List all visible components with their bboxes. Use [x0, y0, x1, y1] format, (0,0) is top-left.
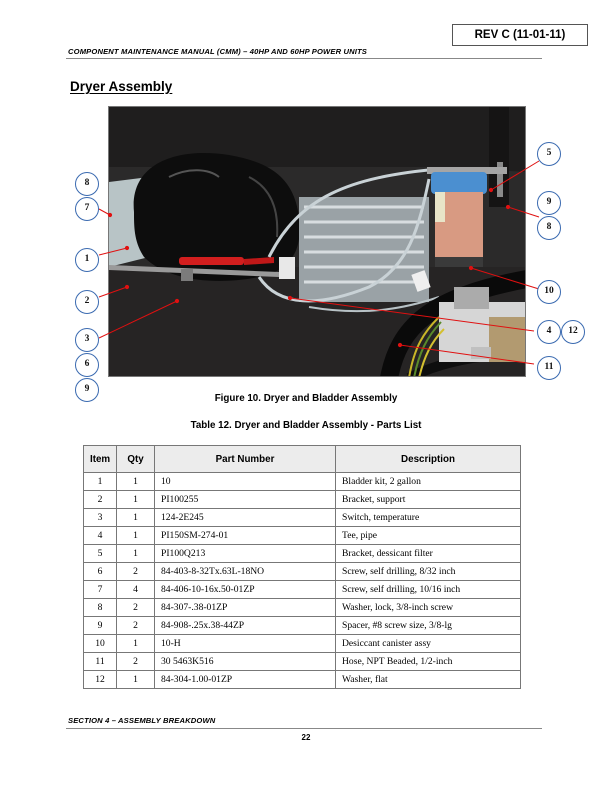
photo-illustration	[109, 107, 526, 377]
cell-description: Tee, pipe	[336, 527, 521, 545]
header-divider	[66, 58, 542, 59]
column-header-part-number: Part Number	[155, 446, 336, 473]
callout-12: 12	[561, 320, 585, 344]
revision-badge: REV C (11-01-11)	[452, 24, 588, 46]
cell-qty: 1	[117, 545, 155, 563]
cell-qty: 1	[117, 473, 155, 491]
page-number: 22	[301, 733, 311, 742]
callout-4: 4	[537, 320, 561, 344]
cell-item: 5	[84, 545, 117, 563]
column-header-description: Description	[336, 446, 521, 473]
cell-qty: 2	[117, 599, 155, 617]
table-row	[84, 653, 521, 671]
callout-6: 6	[75, 353, 99, 377]
cell-item: 1	[84, 473, 117, 491]
table-caption: Table 12. Dryer and Bladder Assembly - Parts List	[190, 420, 422, 431]
cell-part-number: 30 5463K516	[155, 653, 336, 671]
table-row	[84, 563, 521, 581]
cell-description: Washer, lock, 3/8-inch screw	[336, 599, 521, 617]
cell-qty: 2	[117, 617, 155, 635]
table-row	[84, 473, 521, 491]
cell-qty: 1	[117, 491, 155, 509]
cell-description: Washer, flat	[336, 671, 521, 689]
table-header-row	[84, 446, 521, 473]
cell-qty: 2	[117, 563, 155, 581]
table-row	[84, 599, 521, 617]
cell-description: Bladder kit, 2 gallon	[336, 473, 521, 491]
column-header-item: Item	[84, 446, 117, 473]
cell-qty: 1	[117, 527, 155, 545]
document-header-title: COMPONENT MAINTENANCE MANUAL (CMM) – 40HP AND 60HP POWER UNITS	[68, 47, 367, 56]
cell-part-number: PI100Q213	[155, 545, 336, 563]
cell-item: 12	[84, 671, 117, 689]
cell-qty: 2	[117, 653, 155, 671]
cell-description: Screw, self drilling, 10/16 inch	[336, 581, 521, 599]
cell-description: Desiccant canister assy	[336, 635, 521, 653]
column-header-qty: Qty	[117, 446, 155, 473]
callout-2: 2	[75, 290, 99, 314]
section-title: Dryer Assembly	[70, 79, 173, 94]
cell-part-number: 84-304-1.00-01ZP	[155, 671, 336, 689]
callout-3: 3	[75, 328, 99, 352]
cell-part-number: 84-908-.25x.38-44ZP	[155, 617, 336, 635]
cell-description: Switch, temperature	[336, 509, 521, 527]
table-row	[84, 509, 521, 527]
callout-9-right: 9	[537, 191, 561, 215]
figure-caption: Figure 10. Dryer and Bladder Assembly	[214, 393, 398, 404]
callout-10: 10	[537, 280, 561, 304]
table-row	[84, 671, 521, 689]
cell-qty: 1	[117, 509, 155, 527]
cell-part-number: PI100255	[155, 491, 336, 509]
cell-item: 7	[84, 581, 117, 599]
table-row	[84, 617, 521, 635]
cell-part-number: 10-H	[155, 635, 336, 653]
cell-description: Bracket, dessicant filter	[336, 545, 521, 563]
cell-item: 11	[84, 653, 117, 671]
cell-item: 9	[84, 617, 117, 635]
table-row	[84, 581, 521, 599]
callout-7: 7	[75, 197, 99, 221]
cell-part-number: PI150SM-274-01	[155, 527, 336, 545]
cell-part-number: 84-403-8-32Tx.63L-18NO	[155, 563, 336, 581]
cell-part-number: 124-2E245	[155, 509, 336, 527]
cell-qty: 1	[117, 635, 155, 653]
callout-8-right: 8	[537, 216, 561, 240]
cell-item: 4	[84, 527, 117, 545]
cell-description: Hose, NPT Beaded, 1/2-inch	[336, 653, 521, 671]
cell-description: Bracket, support	[336, 491, 521, 509]
callout-5: 5	[537, 142, 561, 166]
cell-item: 2	[84, 491, 117, 509]
cell-description: Screw, self drilling, 8/32 inch	[336, 563, 521, 581]
table-row	[84, 545, 521, 563]
cell-item: 10	[84, 635, 117, 653]
cell-part-number: 84-307-.38-01ZP	[155, 599, 336, 617]
cell-part-number: 84-406-10-16x.50-01ZP	[155, 581, 336, 599]
table-row	[84, 491, 521, 509]
footer-section-title: SECTION 4 – ASSEMBLY BREAKDOWN	[68, 716, 216, 725]
cell-part-number: 10	[155, 473, 336, 491]
callout-9-left: 9	[75, 378, 99, 402]
cell-qty: 4	[117, 581, 155, 599]
cell-item: 8	[84, 599, 117, 617]
callout-8-left: 8	[75, 172, 99, 196]
cell-qty: 1	[117, 671, 155, 689]
parts-list-table	[83, 445, 521, 689]
cell-item: 6	[84, 563, 117, 581]
table-row	[84, 527, 521, 545]
cell-description: Spacer, #8 screw size, 3/8-lg	[336, 617, 521, 635]
dryer-assembly-photo	[108, 106, 526, 377]
cell-item: 3	[84, 509, 117, 527]
callout-1: 1	[75, 248, 99, 272]
table-row	[84, 635, 521, 653]
callout-11: 11	[537, 356, 561, 380]
footer-divider	[66, 728, 542, 729]
